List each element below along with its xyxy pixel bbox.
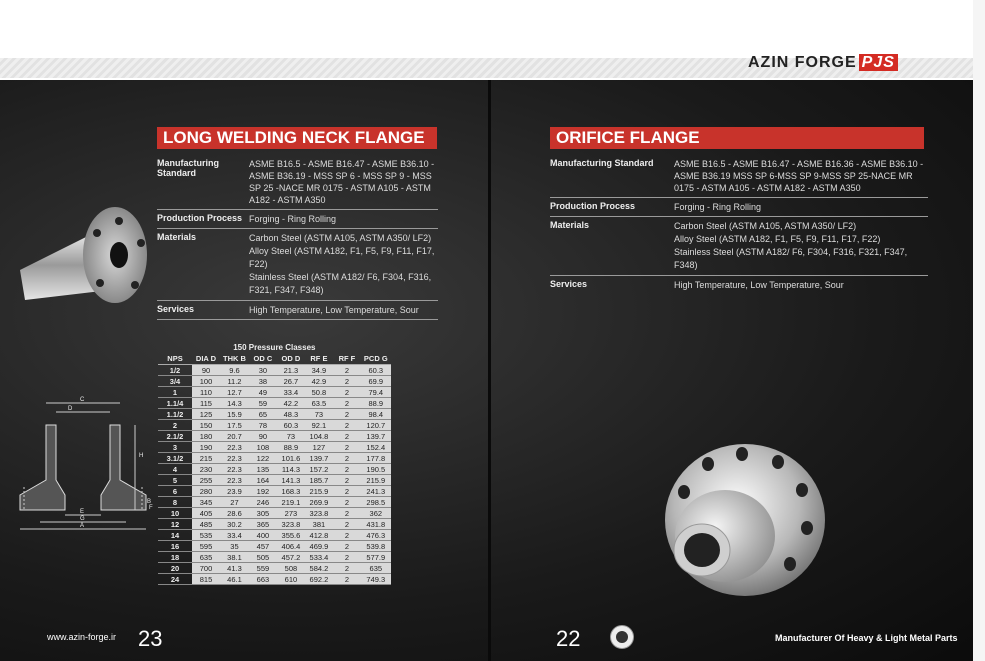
table-cell: 152.4 bbox=[361, 442, 391, 453]
table-row bbox=[158, 409, 391, 420]
table-cell: 2 bbox=[333, 398, 361, 409]
table-cell: 2 bbox=[333, 563, 361, 574]
table-cell: 2 bbox=[333, 508, 361, 519]
table-cell: 59 bbox=[249, 398, 277, 409]
table-cell: 635 bbox=[192, 552, 220, 563]
table-cell: 180 bbox=[192, 431, 220, 442]
table-cell: 65 bbox=[249, 409, 277, 420]
table-cell: 457.2 bbox=[277, 552, 305, 563]
table-cell: 539.8 bbox=[361, 541, 391, 552]
table-cell: 63.5 bbox=[305, 398, 333, 409]
table-cell: 345 bbox=[192, 497, 220, 508]
table-cell: 2 bbox=[333, 519, 361, 530]
table-cell: 2 bbox=[333, 431, 361, 442]
table-header-cell: PCD G bbox=[361, 353, 391, 365]
table-cell: 38 bbox=[249, 376, 277, 387]
table-cell: 3 bbox=[158, 442, 192, 453]
brand-logo: AZIN FORGE PJS bbox=[748, 54, 898, 72]
table-cell: 78 bbox=[249, 420, 277, 431]
table-cell: 88.9 bbox=[361, 398, 391, 409]
table-cell: 400 bbox=[249, 530, 277, 541]
table-row bbox=[158, 387, 391, 398]
table-cell: 15.9 bbox=[220, 409, 249, 420]
spec-row-services: Services High Temperature, Low Temperature, Sour bbox=[157, 301, 438, 320]
table-cell: 157.2 bbox=[305, 464, 333, 475]
table-cell: 22.3 bbox=[220, 464, 249, 475]
table-cell: 8 bbox=[158, 497, 192, 508]
table-cell: 2 bbox=[333, 409, 361, 420]
table-cell: 22.3 bbox=[220, 475, 249, 486]
spec-row-materials: Materials Carbon Steel (ASTM A105, ASTM A350/ LF2) Alloy Steel (ASTM A182, F1, F5, F9, F11, F17, F22) Stainless Steel (ASTM A182/ F6, F304, F316, F321, F347, F348) bbox=[157, 229, 438, 301]
table-cell: 48.3 bbox=[277, 409, 305, 420]
table-cell: 135 bbox=[249, 464, 277, 475]
table-header-row bbox=[158, 353, 391, 365]
spec-row-standard: Manufacturing Standard ASME B16.5 - ASME B16.47 - ASME B36.10 - ASME B36.19 - MSS SP 6 - MSS SP 9 - MSS SP 25 -NACE MR 0175 - ASTM A105 - ASTM A182 - ASTM A350 bbox=[157, 155, 438, 210]
table-row bbox=[158, 365, 391, 376]
table-header-cell: THK B bbox=[220, 353, 249, 365]
table-header-cell: OD D bbox=[277, 353, 305, 365]
table-row bbox=[158, 420, 391, 431]
table-cell: 469.9 bbox=[305, 541, 333, 552]
table-cell: 535 bbox=[192, 530, 220, 541]
table-cell: 60.3 bbox=[361, 365, 391, 376]
table-cell: 190.5 bbox=[361, 464, 391, 475]
table-cell: 34.9 bbox=[305, 365, 333, 376]
table-cell: 114.3 bbox=[277, 464, 305, 475]
table-header-cell: OD C bbox=[249, 353, 277, 365]
table-cell: 41.3 bbox=[220, 563, 249, 574]
table-cell: 230 bbox=[192, 464, 220, 475]
table-cell: 33.4 bbox=[277, 387, 305, 398]
table-cell: 692.2 bbox=[305, 574, 333, 585]
website-url[interactable]: www.azin-forge.ir bbox=[47, 632, 117, 642]
table-cell: 14 bbox=[158, 530, 192, 541]
label-B: B bbox=[147, 499, 152, 505]
table-cell: 10 bbox=[158, 508, 192, 519]
table-cell: 298.5 bbox=[361, 497, 391, 508]
label-A: A bbox=[80, 523, 85, 529]
left-spec-table bbox=[157, 155, 438, 320]
table-cell: 219.1 bbox=[277, 497, 305, 508]
table-body bbox=[158, 365, 391, 585]
table-cell: 2 bbox=[333, 497, 361, 508]
long-weld-neck-flange-image bbox=[15, 205, 150, 320]
table-row bbox=[158, 519, 391, 530]
table-header-cell: NPS bbox=[158, 353, 192, 365]
table-cell: 246 bbox=[249, 497, 277, 508]
table-row bbox=[158, 541, 391, 552]
table-cell: 2 bbox=[333, 486, 361, 497]
table-cell: 273 bbox=[277, 508, 305, 519]
table-row bbox=[158, 398, 391, 409]
table-cell: 17.5 bbox=[220, 420, 249, 431]
table-cell: 12.7 bbox=[220, 387, 249, 398]
table-cell: 323.8 bbox=[277, 519, 305, 530]
table-cell: 269.9 bbox=[305, 497, 333, 508]
table-row bbox=[158, 464, 391, 475]
label-D: D bbox=[68, 406, 73, 412]
table-cell: 6 bbox=[158, 486, 192, 497]
table-cell: 92.1 bbox=[305, 420, 333, 431]
table-cell: 584.2 bbox=[305, 563, 333, 574]
table-cell: 21.3 bbox=[277, 365, 305, 376]
label-G: G bbox=[80, 516, 85, 522]
table-cell: 815 bbox=[192, 574, 220, 585]
table-header-cell: RF E bbox=[305, 353, 333, 365]
table-cell: 663 bbox=[249, 574, 277, 585]
table-cell: 127 bbox=[305, 442, 333, 453]
table-cell: 1.1/4 bbox=[158, 398, 192, 409]
table-cell: 2 bbox=[333, 530, 361, 541]
table-caption: 150 Pressure Classes bbox=[233, 343, 316, 352]
label-C: C bbox=[80, 397, 85, 403]
table-cell: 18 bbox=[158, 552, 192, 563]
right-spec-table bbox=[550, 155, 928, 294]
table-cell: 90 bbox=[249, 431, 277, 442]
spec-row-process: Production Process Forging - Ring Rolling bbox=[157, 210, 438, 229]
table-cell: 2 bbox=[333, 464, 361, 475]
table-cell: 365 bbox=[249, 519, 277, 530]
table-cell: 42.9 bbox=[305, 376, 333, 387]
table-cell: 22.3 bbox=[220, 442, 249, 453]
table-cell: 100 bbox=[192, 376, 220, 387]
table-cell: 2 bbox=[333, 552, 361, 563]
table-cell: 168.3 bbox=[277, 486, 305, 497]
table-cell: 115 bbox=[192, 398, 220, 409]
label-F: F bbox=[149, 505, 153, 511]
label-E: E bbox=[80, 509, 85, 515]
table-cell: 749.3 bbox=[361, 574, 391, 585]
table-cell: 69.9 bbox=[361, 376, 391, 387]
table-cell: 11.2 bbox=[220, 376, 249, 387]
table-cell: 73 bbox=[305, 409, 333, 420]
spec-row-standard: Manufacturing Standard ASME B16.5 - ASME B16.47 - ASME B16.36 - ASME B36.10 - ASME B36.19 MSS SP 6-MSS SP 9-MSS SP 25-NACE MR 0175 - ASTM A105 - ASTM A182 - ASTM A350 bbox=[550, 155, 928, 198]
spec-row-materials: Materials Carbon Steel (ASTM A105, ASTM A350/ LF2) Alloy Steel (ASTM A182, F1, F5, F9, F11, F17, F22) Stainless Steel (ASTM A182/ F6, F304, F316, F321, F347, F348) bbox=[550, 217, 928, 276]
table-cell: 46.1 bbox=[220, 574, 249, 585]
table-row bbox=[158, 574, 391, 585]
table-cell: 139.7 bbox=[305, 453, 333, 464]
table-cell: 38.1 bbox=[220, 552, 249, 563]
table-cell: 73 bbox=[277, 431, 305, 442]
table-cell: 431.8 bbox=[361, 519, 391, 530]
table-cell: 5 bbox=[158, 475, 192, 486]
table-cell: 90 bbox=[192, 365, 220, 376]
table-cell: 108 bbox=[249, 442, 277, 453]
table-cell: 2 bbox=[333, 453, 361, 464]
table-cell: 215 bbox=[192, 453, 220, 464]
table-cell: 23.9 bbox=[220, 486, 249, 497]
table-cell: 9.6 bbox=[220, 365, 249, 376]
table-cell: 42.2 bbox=[277, 398, 305, 409]
table-cell: 20.7 bbox=[220, 431, 249, 442]
table-row bbox=[158, 431, 391, 442]
page-number-left: 23 bbox=[138, 626, 163, 651]
table-cell: 192 bbox=[249, 486, 277, 497]
table-row bbox=[158, 497, 391, 508]
left-page-title: LONG WELDING NECK FLANGE bbox=[157, 127, 437, 149]
table-cell: 139.7 bbox=[361, 431, 391, 442]
company-emblem-icon bbox=[610, 625, 634, 649]
right-page-title: ORIFICE FLANGE bbox=[550, 127, 924, 149]
table-cell: 635 bbox=[361, 563, 391, 574]
table-cell: 595 bbox=[192, 541, 220, 552]
table-cell: 3/4 bbox=[158, 376, 192, 387]
table-cell: 79.4 bbox=[361, 387, 391, 398]
table-cell: 610 bbox=[277, 574, 305, 585]
table-row bbox=[158, 508, 391, 519]
table-cell: 2 bbox=[333, 376, 361, 387]
table-cell: 2 bbox=[158, 420, 192, 431]
table-cell: 355.6 bbox=[277, 530, 305, 541]
table-cell: 35 bbox=[220, 541, 249, 552]
table-header-cell: DIA D bbox=[192, 353, 220, 365]
pressure-class-table bbox=[158, 342, 391, 585]
table-cell: 215.9 bbox=[305, 486, 333, 497]
table-cell: 3.1/2 bbox=[158, 453, 192, 464]
flange-dimension-drawing bbox=[10, 395, 155, 535]
table-cell: 476.3 bbox=[361, 530, 391, 541]
table-cell: 700 bbox=[192, 563, 220, 574]
table-cell: 508 bbox=[277, 563, 305, 574]
table-header-cell: RF F bbox=[333, 353, 361, 365]
table-cell: 110 bbox=[192, 387, 220, 398]
table-cell: 98.4 bbox=[361, 409, 391, 420]
page-gutter bbox=[488, 80, 491, 661]
table-cell: 20 bbox=[158, 563, 192, 574]
spec-row-process: Production Process Forging - Ring Rolling bbox=[550, 198, 928, 217]
table-cell: 177.8 bbox=[361, 453, 391, 464]
table-cell: 381 bbox=[305, 519, 333, 530]
table-cell: 406.4 bbox=[277, 541, 305, 552]
table-cell: 4 bbox=[158, 464, 192, 475]
table-cell: 1.1/2 bbox=[158, 409, 192, 420]
table-cell: 2.1/2 bbox=[158, 431, 192, 442]
table-row bbox=[158, 486, 391, 497]
table-cell: 457 bbox=[249, 541, 277, 552]
table-cell: 485 bbox=[192, 519, 220, 530]
table-cell: 2 bbox=[333, 541, 361, 552]
table-cell: 2 bbox=[333, 475, 361, 486]
table-cell: 323.8 bbox=[305, 508, 333, 519]
spec-row-services: Services High Temperature, Low Temperature, Sour bbox=[550, 279, 844, 290]
table-cell: 2 bbox=[333, 442, 361, 453]
table-row bbox=[158, 563, 391, 574]
table-cell: 60.3 bbox=[277, 420, 305, 431]
table-cell: 16 bbox=[158, 541, 192, 552]
table-cell: 533.4 bbox=[305, 552, 333, 563]
table-cell: 24 bbox=[158, 574, 192, 585]
table-cell: 88.9 bbox=[277, 442, 305, 453]
table-cell: 2 bbox=[333, 387, 361, 398]
table-cell: 30 bbox=[249, 365, 277, 376]
table-cell: 14.3 bbox=[220, 398, 249, 409]
table-cell: 104.8 bbox=[305, 431, 333, 442]
label-H: H bbox=[139, 453, 144, 459]
table-cell: 141.3 bbox=[277, 475, 305, 486]
table-cell: 1/2 bbox=[158, 365, 192, 376]
table-cell: 185.7 bbox=[305, 475, 333, 486]
table-row bbox=[158, 552, 391, 563]
table-cell: 190 bbox=[192, 442, 220, 453]
table-cell: 50.8 bbox=[305, 387, 333, 398]
table-cell: 577.9 bbox=[361, 552, 391, 563]
table-cell: 150 bbox=[192, 420, 220, 431]
table-row bbox=[158, 376, 391, 387]
table-cell: 255 bbox=[192, 475, 220, 486]
table-cell: 30.2 bbox=[220, 519, 249, 530]
table-row bbox=[158, 475, 391, 486]
table-cell: 2 bbox=[333, 420, 361, 431]
page-number-right: 22 bbox=[556, 626, 581, 651]
company-tagline: Manufacturer Of Heavy & Light Metal Parts bbox=[775, 633, 958, 643]
table-cell: 27 bbox=[220, 497, 249, 508]
table-row bbox=[158, 453, 391, 464]
table-cell: 1 bbox=[158, 387, 192, 398]
table-cell: 125 bbox=[192, 409, 220, 420]
table-cell: 559 bbox=[249, 563, 277, 574]
orifice-flange-image bbox=[650, 428, 830, 603]
table-cell: 2 bbox=[333, 574, 361, 585]
table-cell: 122 bbox=[249, 453, 277, 464]
table-cell: 22.3 bbox=[220, 453, 249, 464]
table-cell: 241.3 bbox=[361, 486, 391, 497]
table-row bbox=[158, 530, 391, 541]
table-cell: 362 bbox=[361, 508, 391, 519]
table-cell: 2 bbox=[333, 365, 361, 376]
table-cell: 505 bbox=[249, 552, 277, 563]
table-cell: 280 bbox=[192, 486, 220, 497]
table-cell: 405 bbox=[192, 508, 220, 519]
page-edge bbox=[973, 0, 985, 661]
table-cell: 412.8 bbox=[305, 530, 333, 541]
table-cell: 164 bbox=[249, 475, 277, 486]
table-cell: 120.7 bbox=[361, 420, 391, 431]
table-cell: 28.6 bbox=[220, 508, 249, 519]
table-cell: 101.6 bbox=[277, 453, 305, 464]
table-cell: 49 bbox=[249, 387, 277, 398]
table-row bbox=[158, 442, 391, 453]
table-cell: 305 bbox=[249, 508, 277, 519]
table-cell: 33.4 bbox=[220, 530, 249, 541]
table-cell: 26.7 bbox=[277, 376, 305, 387]
table-cell: 215.9 bbox=[361, 475, 391, 486]
table-cell: 12 bbox=[158, 519, 192, 530]
